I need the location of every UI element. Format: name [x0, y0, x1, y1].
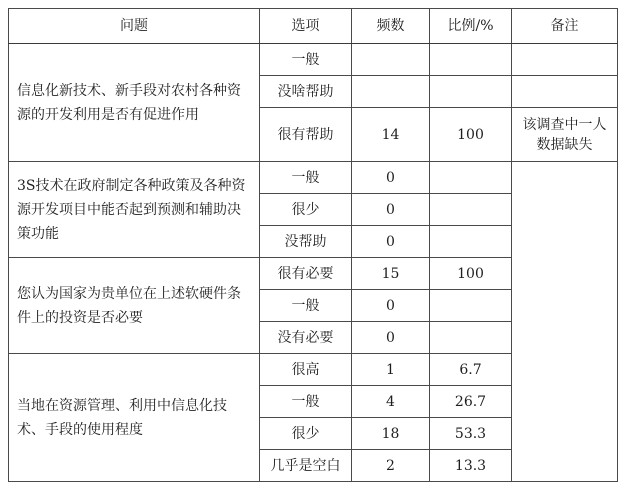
header-row [9, 9, 618, 44]
ratio-cell: 53.3 [430, 418, 512, 450]
question-cell: 3S技术在政府制定各种政策及各种资源开发项目中能否起到预测和辅助决策功能 [9, 162, 260, 258]
frequency-cell: 14 [352, 108, 430, 162]
ratio-cell [430, 322, 512, 354]
option-cell: 没有必要 [260, 322, 352, 354]
ratio-cell [430, 44, 512, 76]
note-cell [512, 76, 618, 108]
survey-table [8, 8, 618, 482]
option-cell: 很少 [260, 418, 352, 450]
header-note: 备注 [512, 9, 618, 44]
frequency-cell [352, 76, 430, 108]
question-cell: 信息化新技术、新手段对农村各种资源的开发利用是否有促进作用 [9, 44, 260, 162]
option-cell: 一般 [260, 162, 352, 194]
ratio-cell: 13.3 [430, 450, 512, 482]
option-cell: 很少 [260, 194, 352, 226]
frequency-cell: 0 [352, 162, 430, 194]
frequency-cell: 4 [352, 386, 430, 418]
ratio-cell [430, 226, 512, 258]
frequency-cell: 15 [352, 258, 430, 290]
option-cell: 一般 [260, 290, 352, 322]
frequency-cell: 0 [352, 194, 430, 226]
header-frequency: 频数 [352, 9, 430, 44]
frequency-cell: 0 [352, 226, 430, 258]
table-row [9, 162, 618, 194]
frequency-cell: 1 [352, 354, 430, 386]
header-ratio: 比例/% [430, 9, 512, 44]
question-cell: 当地在资源管理、利用中信息化技术、手段的使用程度 [9, 354, 260, 482]
option-cell: 没啥帮助 [260, 76, 352, 108]
frequency-cell: 18 [352, 418, 430, 450]
frequency-cell: 2 [352, 450, 430, 482]
ratio-cell: 100 [430, 258, 512, 290]
option-cell: 很有必要 [260, 258, 352, 290]
ratio-cell: 100 [430, 108, 512, 162]
option-cell: 没帮助 [260, 226, 352, 258]
note-cell: 该调查中一人数据缺失 [512, 108, 618, 162]
option-cell: 很有帮助 [260, 108, 352, 162]
ratio-cell [430, 194, 512, 226]
option-cell: 几乎是空白 [260, 450, 352, 482]
ratio-cell: 26.7 [430, 386, 512, 418]
ratio-cell [430, 76, 512, 108]
option-cell: 一般 [260, 44, 352, 76]
note-cell-empty [512, 162, 618, 482]
ratio-cell [430, 162, 512, 194]
table-row [9, 44, 618, 76]
frequency-cell: 0 [352, 322, 430, 354]
header-option: 选项 [260, 9, 352, 44]
note-cell [512, 44, 618, 76]
option-cell: 一般 [260, 386, 352, 418]
frequency-cell: 0 [352, 290, 430, 322]
frequency-cell [352, 44, 430, 76]
ratio-cell: 6.7 [430, 354, 512, 386]
ratio-cell [430, 290, 512, 322]
question-cell: 您认为国家为贵单位在上述软硬件条件上的投资是否必要 [9, 258, 260, 354]
header-question: 问题 [9, 9, 260, 44]
option-cell: 很高 [260, 354, 352, 386]
